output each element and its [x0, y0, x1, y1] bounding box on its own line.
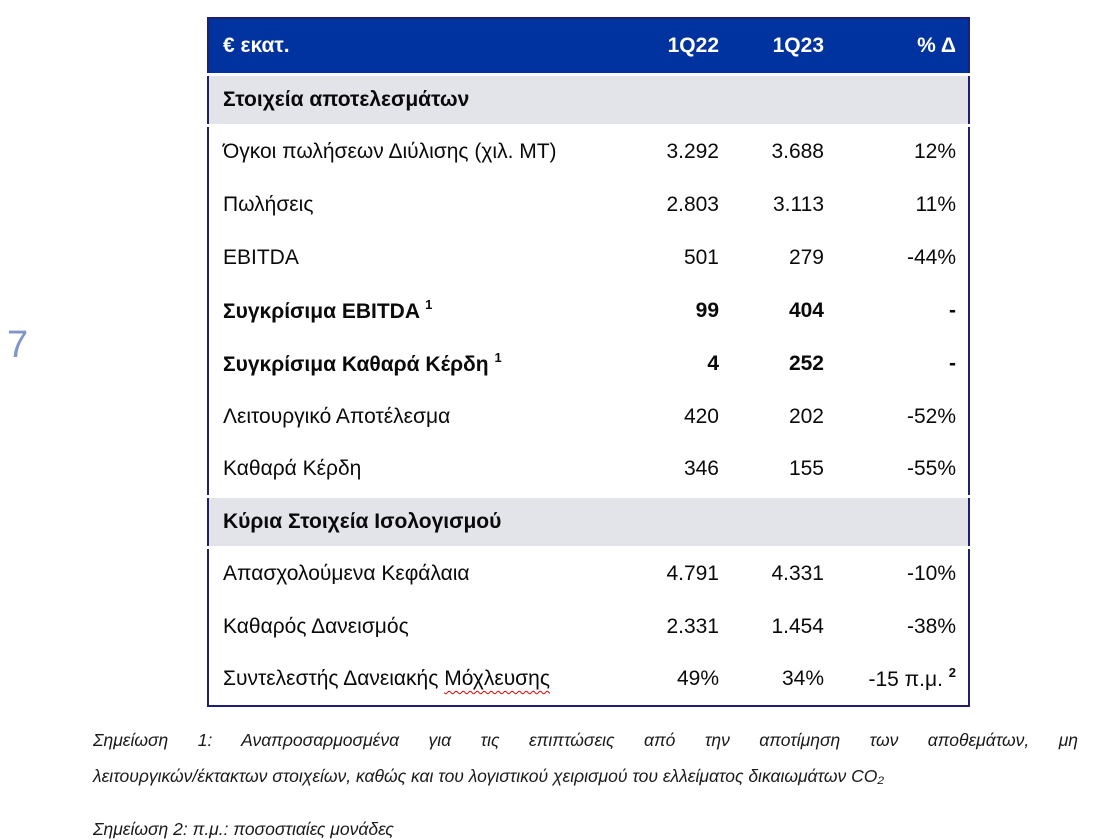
value-delta: [824, 337, 969, 390]
footnotes: [93, 723, 1078, 840]
column-header-1q22: 1Q22: [667, 33, 719, 57]
table-row: [208, 284, 969, 337]
value-delta-text: -38%: [906, 614, 956, 638]
value-1q23: [719, 337, 824, 390]
value-delta: [824, 547, 969, 600]
value-1q22: [609, 443, 719, 496]
section-title: Κύρια Στοιχεία Ισολογισμού: [208, 496, 969, 547]
value-1q23-text: 3.113: [773, 192, 824, 216]
row-label-text: Συγκρίσιμα Καθαρά Κέρδη: [223, 352, 489, 376]
value-1q22: [609, 600, 719, 653]
table-row: [208, 600, 969, 653]
value-delta: [824, 443, 969, 496]
value-delta-text: -52%: [906, 404, 956, 428]
row-label: [208, 178, 609, 231]
value-1q22-text: 2.331: [666, 614, 719, 638]
value-delta-text: 11%: [915, 192, 956, 216]
row-label-text: Καθαρά Κέρδη: [223, 456, 362, 480]
value-delta-text: -15 π.μ.: [868, 668, 943, 691]
column-header-1q23: 1Q23: [772, 33, 824, 57]
value-1q22: [609, 178, 719, 231]
financial-results-table: [207, 17, 970, 707]
section-title: Στοιχεία αποτελεσμάτων: [208, 74, 969, 125]
row-label-text: Απασχολούμενα Κεφάλαια: [223, 562, 470, 586]
value-delta: [824, 653, 969, 706]
value-1q23-text: 155: [788, 456, 824, 480]
row-label: [208, 600, 609, 653]
table-row: [208, 653, 969, 706]
spellchecked-word: Μόχλευσης: [444, 667, 550, 690]
table-row: [208, 547, 969, 600]
value-delta: [824, 125, 969, 178]
row-label: [208, 284, 609, 337]
value-1q22: [609, 547, 719, 600]
value-1q23-text: 279: [788, 245, 824, 269]
table-row: [208, 337, 969, 390]
value-1q23: [719, 653, 824, 706]
value-1q22-text: 2.803: [666, 192, 719, 216]
value-delta-text: -: [949, 298, 956, 322]
value-delta-text: 12%: [913, 140, 956, 164]
value-1q22-text: 49%: [676, 667, 719, 690]
value-1q22: [609, 284, 719, 337]
row-label: [208, 653, 609, 706]
value-1q22-text: 4.791: [666, 562, 719, 586]
value-1q22-text: 346: [683, 456, 719, 480]
row-label-text: Πωλήσεις: [223, 192, 314, 216]
value-1q22-text: 99: [695, 298, 719, 322]
page-number: 7: [7, 324, 29, 366]
value-1q23-text: 4.331: [771, 562, 824, 586]
value-delta: [824, 600, 969, 653]
column-header-delta: % Δ: [917, 33, 956, 57]
value-1q22: [609, 231, 719, 284]
column-header-unit: € εκατ.: [223, 33, 290, 57]
table-row: [208, 178, 969, 231]
section-header-row: [208, 496, 969, 547]
table-row: [208, 231, 969, 284]
value-1q23: [719, 178, 824, 231]
table-row: [208, 125, 969, 178]
value-delta-text: -10%: [906, 562, 956, 586]
value-1q23: [719, 390, 824, 443]
value-1q23: [719, 125, 824, 178]
value-delta: [824, 178, 969, 231]
table-body: [208, 74, 969, 706]
table-row: [208, 390, 969, 443]
section-header-row: [208, 74, 969, 125]
value-1q23: [719, 600, 824, 653]
value-delta-text: -55%: [906, 456, 956, 480]
footnote-2: Σημείωση 2: π.μ.: ποσοστιαίες μονάδες: [93, 819, 394, 839]
footnote-reference: 1: [494, 349, 502, 365]
value-1q22-text: 3.292: [666, 140, 719, 164]
row-label-text: Συγκρίσιμα EBITDA: [223, 299, 420, 323]
value-1q22: [609, 390, 719, 443]
row-label-text: Όγκοι πωλήσεων Διύλισης (χιλ. ΜΤ): [223, 140, 557, 164]
value-1q23-text: 3.688: [771, 140, 824, 164]
value-delta: [824, 284, 969, 337]
footnote-reference: 1: [425, 296, 433, 312]
row-label-text: Συντελεστής Δανειακής: [223, 667, 439, 690]
value-delta-text: -: [949, 351, 956, 375]
value-delta: [824, 231, 969, 284]
value-1q23: [719, 231, 824, 284]
value-1q23: [719, 284, 824, 337]
value-1q23-text: 34%: [781, 667, 824, 690]
value-1q23: [719, 443, 824, 496]
value-1q23: [719, 547, 824, 600]
table-header-row: [208, 18, 969, 74]
value-1q23-text: 1.454: [771, 614, 824, 638]
footnote-1-line-1: Σημείωση 1: Αναπροσαρμοσμένα για τις επιπτώσεις από την αποτίμηση των αποθεμάτων, μη: [93, 730, 1078, 750]
table-row: [208, 443, 969, 496]
value-1q22-text: 501: [683, 245, 719, 269]
row-label-text: EBITDA: [223, 245, 299, 269]
value-1q23-text: 202: [788, 404, 824, 428]
row-label: [208, 337, 609, 390]
value-1q23-text: 404: [788, 298, 824, 322]
row-label: [208, 125, 609, 178]
value-1q22: [609, 653, 719, 706]
value-delta-text: -44%: [906, 245, 956, 269]
value-1q22: [609, 125, 719, 178]
row-label-text: Καθαρός Δανεισμός: [223, 614, 409, 638]
row-label-text: Λειτουργικό Αποτέλεσμα: [223, 404, 451, 428]
value-1q22-text: 420: [683, 404, 719, 428]
row-label: [208, 390, 609, 443]
footnote-1-line-2: λειτουργικών/έκτακτων στοιχείων, καθώς και του λογιστικού χειρισμού του ελλείματος δικαιωμάτων CO₂: [93, 766, 885, 786]
value-delta: [824, 390, 969, 443]
row-label: [208, 547, 609, 600]
value-1q22-text: 4: [707, 351, 719, 375]
value-1q22: [609, 337, 719, 390]
value-1q23-text: 252: [788, 351, 824, 375]
footnote-reference: 2: [948, 665, 956, 680]
row-label: [208, 231, 609, 284]
row-label: [208, 443, 609, 496]
